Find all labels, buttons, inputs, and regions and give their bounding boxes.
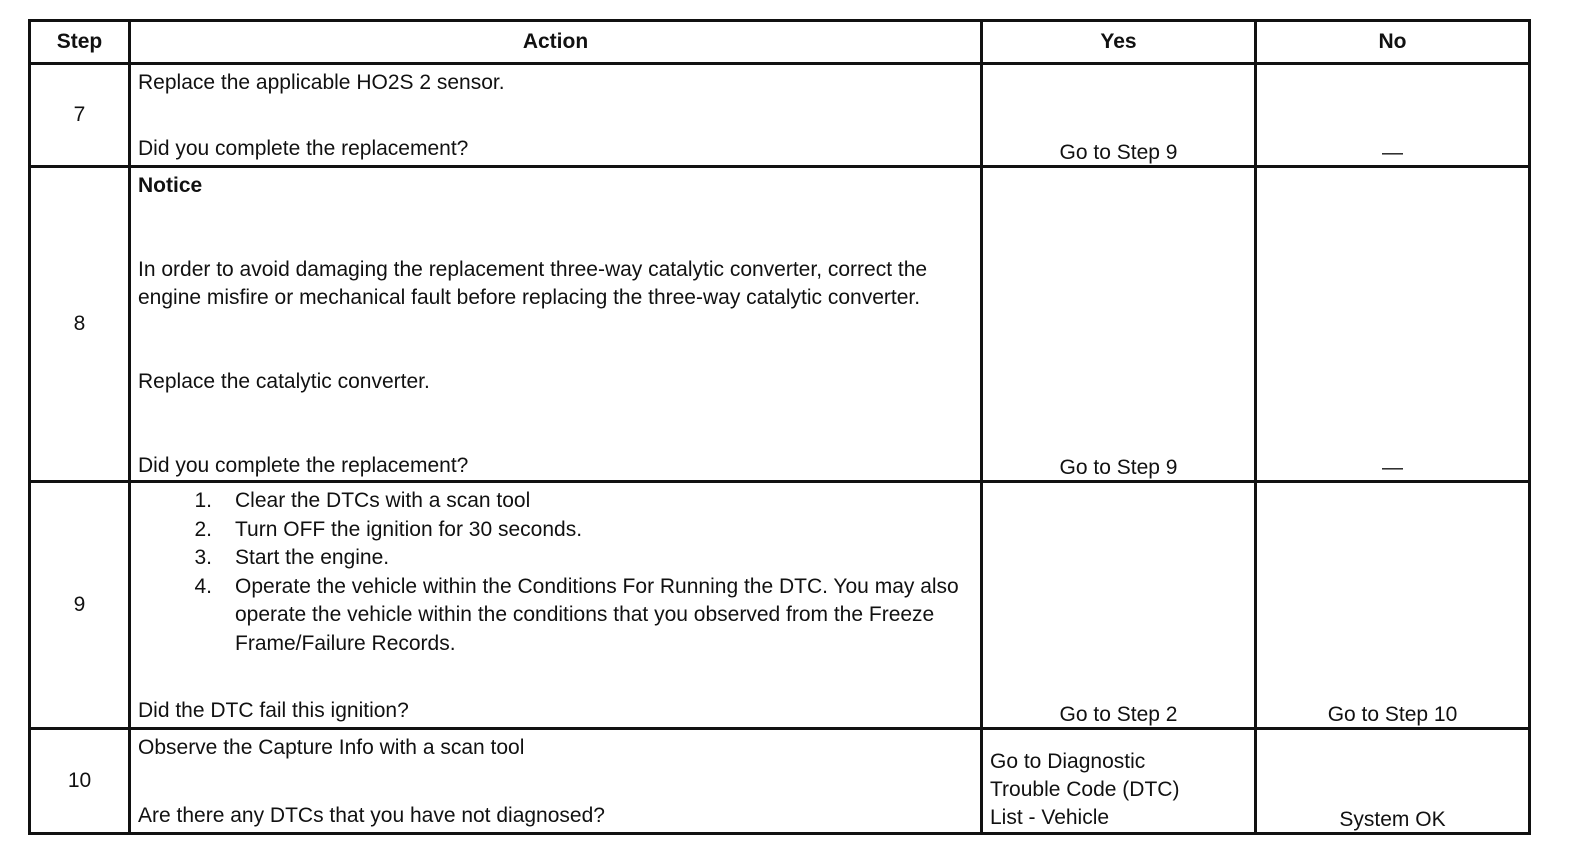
list-item xyxy=(138,487,973,516)
table-row xyxy=(30,729,1530,834)
yes-cell-text xyxy=(990,748,1247,832)
list-item-number: 4. xyxy=(194,574,212,598)
table-row xyxy=(30,482,1530,729)
yes-line: Go to Diagnostic xyxy=(990,750,1146,773)
step-number: 9 xyxy=(30,482,130,729)
action-text: Replace the applicable HO2S 2 sensor. xyxy=(138,71,505,94)
action-question: Did the DTC fail this ignition? xyxy=(138,699,409,722)
action-question: Are there any DTCs that you have not diagnosed? xyxy=(138,804,605,827)
list-item-number: 1. xyxy=(194,489,212,512)
header-row xyxy=(30,21,1530,64)
table-row xyxy=(30,167,1530,482)
list-item xyxy=(138,573,973,659)
yes-cell: Go to Step 2 xyxy=(982,482,1256,729)
step-number: 10 xyxy=(30,729,130,834)
list-item-text: Turn OFF the ignition for 30 seconds. xyxy=(235,517,583,541)
yes-cell: Go to Step 9 xyxy=(982,167,1256,482)
no-cell: Go to Step 10 xyxy=(1256,482,1530,729)
list-item-text: Start the engine. xyxy=(235,546,390,569)
header-yes: Yes xyxy=(982,21,1256,64)
list-item xyxy=(138,516,973,545)
table-row xyxy=(30,64,1530,167)
action-text: Replace the catalytic converter. xyxy=(138,370,430,393)
list-item xyxy=(138,544,973,573)
yes-cell: Go to Step 9 xyxy=(982,64,1256,167)
header-step: Step xyxy=(30,21,130,64)
no-cell: System OK xyxy=(1256,729,1530,834)
list-item-text: Operate the vehicle within the Conditions For Running the DTC. You may also operate the vehicle within the conditions that you observed from the Freeze Frame/Failure Records. xyxy=(235,574,959,655)
action-cell xyxy=(130,167,982,482)
diagnostic-table xyxy=(28,19,1531,835)
action-question: Did you complete the replacement? xyxy=(138,137,469,160)
step-number: 8 xyxy=(30,167,130,482)
action-text: Observe the Capture Info with a scan tool xyxy=(138,736,525,759)
step-number: 7 xyxy=(30,64,130,167)
header-no: No xyxy=(1256,21,1530,64)
no-cell: — xyxy=(1256,64,1530,167)
notice-text: In order to avoid damaging the replacement three-way catalytic converter, correct the engine misfire or mechanical fault before replacing the three-way catalytic converter. xyxy=(138,258,928,309)
list-item-number: 2. xyxy=(194,517,212,541)
list-item-number: 3. xyxy=(194,546,212,569)
notice-title: Notice xyxy=(138,174,203,197)
action-question: Did you complete the replacement? xyxy=(138,454,469,477)
action-cell xyxy=(130,729,982,834)
yes-cell xyxy=(982,729,1256,834)
no-cell: — xyxy=(1256,167,1530,482)
procedure-list xyxy=(138,483,973,658)
action-cell xyxy=(130,482,982,729)
header-action: Action xyxy=(130,21,982,64)
action-cell xyxy=(130,64,982,167)
yes-line: Trouble Code (DTC) xyxy=(990,778,1180,801)
yes-line: List - Vehicle xyxy=(990,806,1110,829)
list-item-text: Clear the DTCs with a scan tool xyxy=(235,489,531,512)
